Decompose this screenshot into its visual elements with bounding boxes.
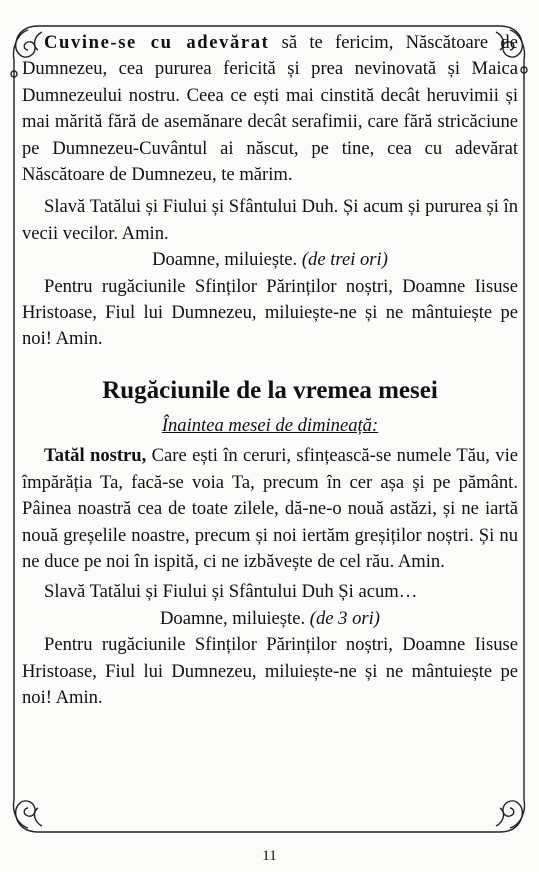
prayer-cuvine-se-text: să te fericim, Născătoare de Dumnezeu, cea pururea fericită și prea nevinovată și Maica Dumnezeului nostru. Ceea ce ești mai cinstită decât heruvimii și mai mărită fără de asemănare decât serafimii, care fără stricăciune pe Dumnezeu-Cuvântul ai născut, pe tine, cea cu adevărat Născătoare de Dumnezeu, te mărim. — [22, 32, 518, 186]
section-subtitle: Înaintea mesei de dimineață: — [161, 414, 379, 436]
doamne-miluieste-2 — [22, 606, 518, 632]
prayer-cuvine-se-lead: Cuvine-se cu adevărat — [44, 32, 270, 53]
prayer-cuvine-se — [22, 30, 518, 188]
prayer-tatal-nostru-lead: Tatăl nostru, — [44, 445, 147, 467]
doamne-miluieste-2-text: Doamne, miluiește. — [160, 607, 306, 629]
doamne-miluieste-2-note: (de 3 ori) — [309, 607, 380, 629]
pentru-rugaciunile-1: Pentru rugăciunile Sfinților Părinților noștri, Doamne Iisuse Hristoase, Fiul lui Dumnezeu, miluiește-ne și ne mântuiește pe noi! Amin. — [22, 275, 518, 350]
section-title: Rugăciunile de la vremea mesei — [102, 376, 438, 404]
page-content — [22, 30, 518, 711]
pentru-rugaciunile-2: Pentru rugăciunile Sfinților Părinților noștri, Doamne Iisuse Hristoase, Fiul lui Dumnezeu, miluiește-ne și ne mântuiește pe noi! Amin. — [22, 634, 518, 708]
doamne-miluieste-1 — [22, 247, 518, 273]
slava-paragraph-2: Slavă Tatălui și Fiului și Sfântului Duh Și acum… — [44, 581, 418, 603]
slava-paragraph-1: Slavă Tatălui și Fiului și Sfântului Duh. Și acum și pururea și în vecii vecilor. Amin. — [22, 196, 519, 244]
doamne-miluieste-1-note: (de trei ori) — [301, 249, 388, 271]
doamne-miluieste-1-text: Doamne, miluiește. — [152, 249, 298, 271]
prayer-tatal-nostru — [22, 443, 518, 575]
prayer-tatal-nostru-text: Care ești în ceruri, sfințească-se numele Tău, vie împărăția Ta, facă-se voia Ta, precum în cer așa și pe pământ. Pâinea noastră cea de toate zilele, dă-ne-o nouă astăzi, și ne iartă nouă greșelile noastre, precum și noi iertăm greșiților noștri. Și nu ne duce pe noi în ispită, ci ne izbăvește de cel rău. Amin. — [22, 445, 519, 572]
page-number: 11 — [262, 848, 277, 864]
